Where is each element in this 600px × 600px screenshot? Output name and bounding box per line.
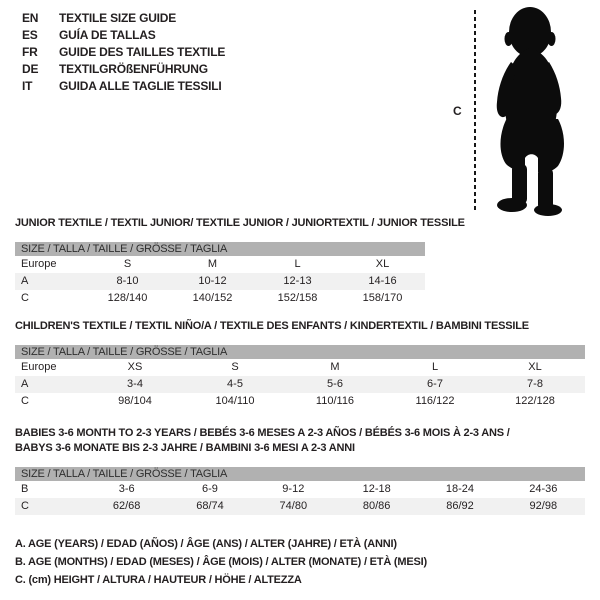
size-cell: 24-36: [529, 483, 558, 495]
table-row: [15, 359, 585, 376]
guide-title: GUIDE DES TAILLES TEXTILE: [59, 45, 226, 59]
row-label: C: [21, 292, 29, 304]
row-label: B: [21, 483, 29, 495]
language-row-es: [22, 27, 225, 44]
size-table: [15, 242, 425, 307]
language-row-en: [22, 10, 225, 27]
size-cell: S: [231, 361, 239, 373]
size-cell: 110/116: [315, 395, 355, 407]
size-table: [15, 467, 585, 515]
size-table-section: [15, 426, 585, 515]
size-cell: 140/152: [192, 292, 233, 304]
baby-silhouette-image: [482, 6, 586, 218]
size-cell: 12-13: [283, 275, 312, 287]
language-row-it: [22, 78, 225, 95]
baby-height-figure: [450, 6, 598, 218]
size-cell: 7-8: [527, 378, 543, 390]
guide-title: GUÍA DE TALLAS: [59, 28, 156, 42]
row-label: Europe: [21, 361, 57, 373]
row-label: A: [21, 378, 29, 390]
size-cell: 6-9: [202, 483, 218, 495]
section-title: JUNIOR TEXTILE / TEXTIL JUNIOR/ TEXTILE JUNIOR / JUNIORTEXTIL / JUNIOR TESSILE: [15, 217, 465, 229]
legend-note-c: C. (cm) HEIGHT / ALTURA / HAUTEUR / HÖHE / ALTEZZA: [15, 574, 302, 586]
table-row: [15, 290, 425, 307]
size-cell: 5-6: [327, 378, 343, 390]
table-row: [15, 256, 425, 273]
size-cell: 10-12: [198, 275, 227, 287]
language-code: ES: [22, 28, 38, 42]
size-cell: 128/140: [107, 292, 148, 304]
size-cell: 3-4: [127, 378, 143, 390]
size-cell: 62/68: [112, 500, 141, 512]
size-cell: M: [330, 361, 340, 373]
language-code: IT: [22, 79, 33, 93]
size-cell: L: [294, 258, 301, 270]
row-label: C: [21, 500, 29, 512]
table-row: [15, 481, 585, 498]
height-measure-label: C: [453, 104, 462, 118]
section-title: BABYS 3-6 MONATE BIS 2-3 JAHRE / BAMBINI 3-6 MESI A 2-3 ANNI: [15, 442, 355, 454]
size-cell: 6-7: [427, 378, 443, 390]
size-cell: XL: [375, 258, 390, 270]
section-title: CHILDREN'S TEXTILE / TEXTIL NIÑO/A / TEXTILE DES ENFANTS / KINDERTEXTIL / BAMBINI TESSILE: [15, 320, 529, 332]
size-cell: 3-6: [118, 483, 135, 495]
row-label: C: [21, 395, 29, 407]
size-cell: 14-16: [368, 275, 397, 287]
size-cell: 12-18: [362, 483, 391, 495]
size-header-bar: SIZE / TALLA / TAILLE / GRÖSSE / TAGLIA: [15, 467, 585, 481]
size-cell: 4-5: [227, 378, 243, 390]
size-cell: 86/92: [446, 500, 474, 512]
table-row: [15, 376, 585, 393]
legend-note-a: A. AGE (YEARS) / EDAD (AÑOS) / ÂGE (ANS) / ALTER (JAHRE) / ETÀ (ANNI): [15, 538, 397, 550]
size-table-section: [15, 216, 465, 307]
language-row-fr: [22, 44, 225, 61]
size-cell: 74/80: [279, 500, 308, 512]
size-header-bar: SIZE / TALLA / TAILLE / GRÖSSE / TAGLIA: [15, 242, 425, 256]
size-cell: S: [123, 258, 132, 270]
size-cell: L: [431, 361, 439, 373]
table-row: [15, 498, 585, 515]
language-code: FR: [22, 45, 38, 59]
size-cell: 98/104: [118, 395, 152, 407]
size-cell: 80/86: [362, 500, 391, 512]
guide-title: GUIDA ALLE TAGLIE TESSILI: [59, 79, 222, 93]
language-code: DE: [22, 62, 39, 76]
language-row-de: [22, 61, 225, 78]
size-cell: XL: [528, 361, 542, 373]
size-cell: 9-12: [282, 483, 305, 495]
size-cell: 8-10: [116, 275, 139, 287]
size-cell: 18-24: [445, 483, 475, 495]
row-label: A: [21, 275, 29, 287]
size-cell: 68/74: [196, 500, 224, 512]
section-title: BABIES 3-6 MONTH TO 2-3 YEARS / BEBÉS 3-6 MESES A 2-3 AÑOS / BÉBÉS 3-6 MOIS À 2-3 ANS /: [15, 427, 510, 439]
size-cell: M: [207, 258, 218, 270]
size-header-bar: SIZE / TALLA / TAILLE / GRÖSSE / TAGLIA: [15, 345, 585, 359]
size-cell: XS: [127, 361, 143, 373]
legend-notes: [15, 535, 427, 589]
table-row: [15, 393, 585, 410]
guide-title: TEXTILGRÖßENFÜHRUNG: [59, 62, 208, 76]
language-title-block: [22, 10, 225, 95]
legend-note-b: B. AGE (MONTHS) / EDAD (MESES) / ÂGE (MOIS) / ALTER (MONATE) / ETÀ (MESI): [15, 556, 427, 568]
size-cell: 158/170: [362, 292, 403, 304]
size-cell: 92/98: [529, 500, 558, 512]
size-table: [15, 345, 585, 410]
row-label: Europe: [21, 258, 57, 270]
size-table-section: [15, 319, 585, 410]
size-cell: 104/110: [215, 395, 255, 407]
guide-title: TEXTILE SIZE GUIDE: [59, 11, 177, 25]
table-row: [15, 273, 425, 290]
size-cell: 122/128: [515, 395, 555, 407]
language-code: EN: [22, 11, 39, 25]
size-cell: 116/122: [415, 395, 455, 407]
height-measure-dashed-line: [474, 10, 476, 210]
size-cell: 152/158: [277, 292, 318, 304]
